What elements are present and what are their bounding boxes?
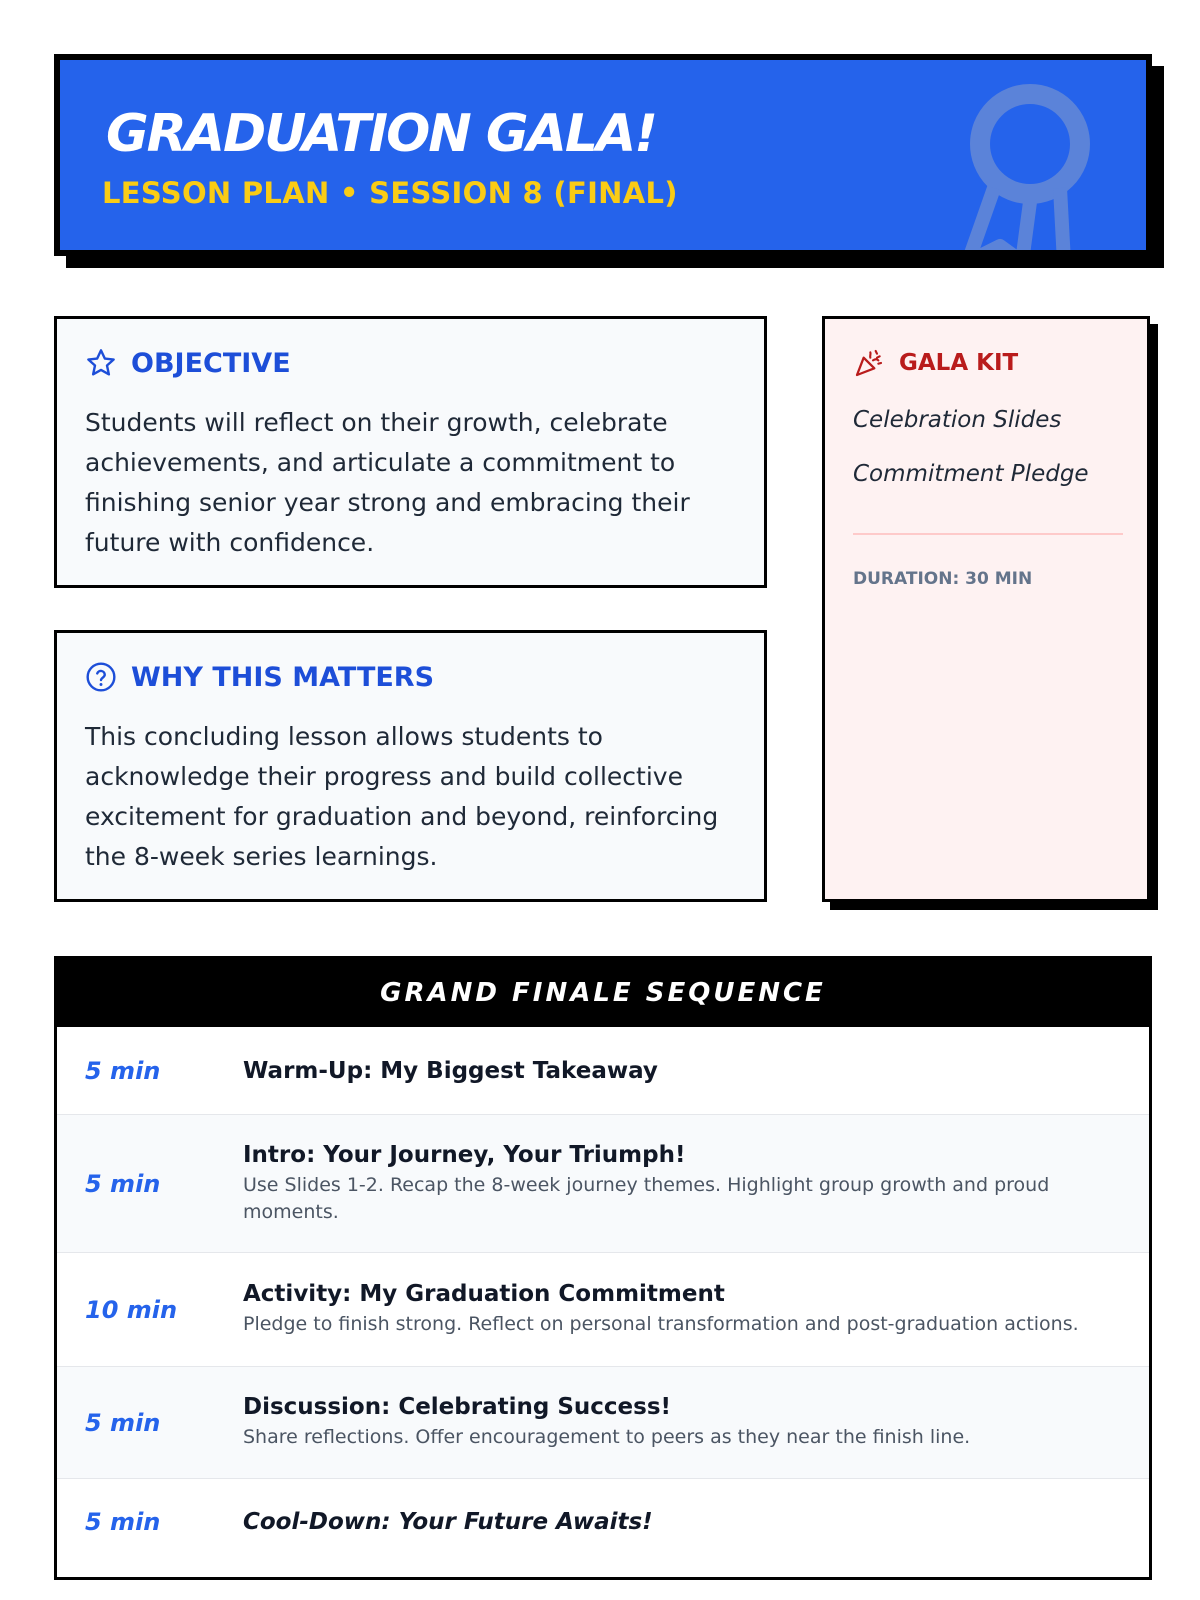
row-description: Pledge to finish strong. Reflect on personal transformation and post-graduation actions. [243,1313,1079,1335]
sequence-row [57,1027,1149,1115]
gala-kit-heading: GALA KIT [899,350,1019,376]
row-duration: 5 min [85,1508,161,1536]
row-duration: 5 min [85,1056,161,1085]
row-description: Use Slides 1-2. Recap the 8-week journey themes. Highlight group growth and proud moments. [243,1173,1050,1223]
page-subtitle: LESSON PLAN • SESSION 8 (FINAL) [102,176,678,210]
row-duration: 5 min [85,1169,161,1198]
row-duration: 10 min [85,1295,178,1324]
objective-heading: OBJECTIVE [131,347,291,379]
sequence-row [57,1479,1149,1565]
why-heading: WHY THIS MATTERS [131,661,435,693]
row-description: Share reflections. Offer encouragement to peers as they near the finish line. [243,1426,971,1448]
row-title: Cool-Down: Your Future Awaits! [243,1509,653,1535]
objective-card [54,316,767,588]
sequence-row [57,1115,1149,1253]
kit-item: Commitment Pledge [853,461,1089,487]
duration-label: DURATION: 30 MIN [853,569,1033,589]
kit-item: Celebration Slides [853,407,1062,433]
sequence-heading: GRAND FINALE SEQUENCE [57,959,1149,1027]
divider [853,533,1123,535]
award-ribbon-icon [960,78,1100,256]
objective-text: Students will reflect on their growth, celebrate achievements, and articulate a commitment to finishing senior year strong and embracing their future with confidence. [85,408,690,557]
page-title: GRADUATION GALA! [106,104,656,164]
row-title: Discussion: Celebrating Success! [243,1394,672,1420]
page-header [54,54,1152,256]
row-title: Warm-Up: My Biggest Takeaway [243,1057,658,1084]
sequence-row [57,1367,1149,1479]
sequence-row [57,1253,1149,1367]
party-popper-icon [853,347,885,379]
row-title: Intro: Your Journey, Your Triumph! [243,1141,686,1168]
why-text: This concluding lesson allows students to acknowledge their progress and build collective excitement for graduation and beyond, reinforcing the 8-week series learnings. [85,722,719,871]
row-title: Activity: My Graduation Commitment [243,1281,725,1307]
why-card [54,630,767,902]
gala-kit-card [822,316,1150,902]
question-circle-icon [85,661,117,693]
sequence-table [54,956,1152,1580]
row-duration: 5 min [85,1408,161,1437]
star-icon [85,347,117,379]
